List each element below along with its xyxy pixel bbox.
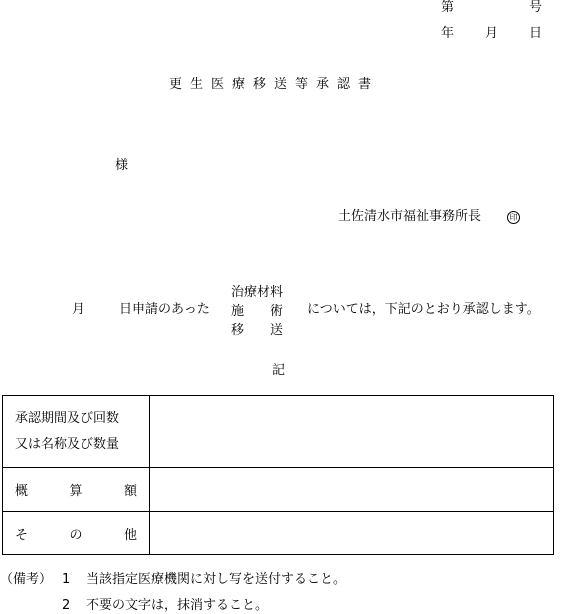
body-options bbox=[231, 283, 283, 340]
table-row bbox=[3, 468, 554, 512]
note-item-number: 2 bbox=[62, 598, 71, 613]
date-year: 年 bbox=[441, 26, 455, 41]
document-number bbox=[441, 0, 542, 16]
row-label-estimate bbox=[3, 468, 150, 512]
note-item-text: 不要の文字は，抹消すること。 bbox=[86, 598, 269, 613]
row-value-other[interactable] bbox=[150, 512, 554, 555]
number-prefix: 第 bbox=[441, 0, 455, 15]
label-char: 算 bbox=[69, 484, 83, 499]
row-label-period bbox=[3, 396, 150, 468]
row-value-period[interactable] bbox=[150, 396, 554, 468]
addressee-suffix: 様 bbox=[115, 158, 129, 173]
table-row bbox=[3, 396, 554, 468]
approval-form-table bbox=[2, 395, 554, 555]
document-date bbox=[441, 26, 542, 42]
label-line: 又は名称及び数量 bbox=[15, 436, 120, 452]
issuer-line bbox=[338, 209, 520, 225]
label-char: 額 bbox=[123, 484, 137, 499]
note-item-text: 当該指定医療機関に対し写を送付すること。 bbox=[86, 572, 347, 587]
document-title: 更生医療移送等承認書 bbox=[169, 77, 380, 92]
notes-heading: （備考） bbox=[0, 572, 53, 587]
body-ending: については，下記のとおり承認します。 bbox=[307, 302, 540, 317]
issuer-name: 土佐清水市福祉事務所長 bbox=[338, 209, 482, 224]
label-char: の bbox=[69, 527, 83, 543]
row-label-other bbox=[3, 512, 150, 555]
label-line: 承認期間及び回数 bbox=[15, 410, 120, 426]
option-treatment-material: 治療材料 bbox=[231, 285, 284, 300]
option-transport: 移 送 bbox=[231, 323, 284, 338]
label-char: 概 bbox=[15, 484, 29, 499]
table-row bbox=[3, 512, 554, 555]
label-char: そ bbox=[15, 527, 29, 543]
seal-mark: 印 bbox=[507, 211, 520, 224]
date-day: 日 bbox=[528, 26, 542, 41]
note-item-number: 1 bbox=[62, 572, 71, 587]
body-day-applied: 日申請のあった bbox=[119, 302, 210, 317]
section-heading: 記 bbox=[272, 363, 286, 378]
row-value-estimate[interactable] bbox=[150, 468, 554, 512]
option-procedure: 施 術 bbox=[231, 304, 284, 319]
body-month: 月 bbox=[72, 302, 86, 317]
number-suffix: 号 bbox=[528, 0, 542, 15]
label-char: 他 bbox=[123, 527, 137, 543]
date-month: 月 bbox=[484, 26, 498, 41]
